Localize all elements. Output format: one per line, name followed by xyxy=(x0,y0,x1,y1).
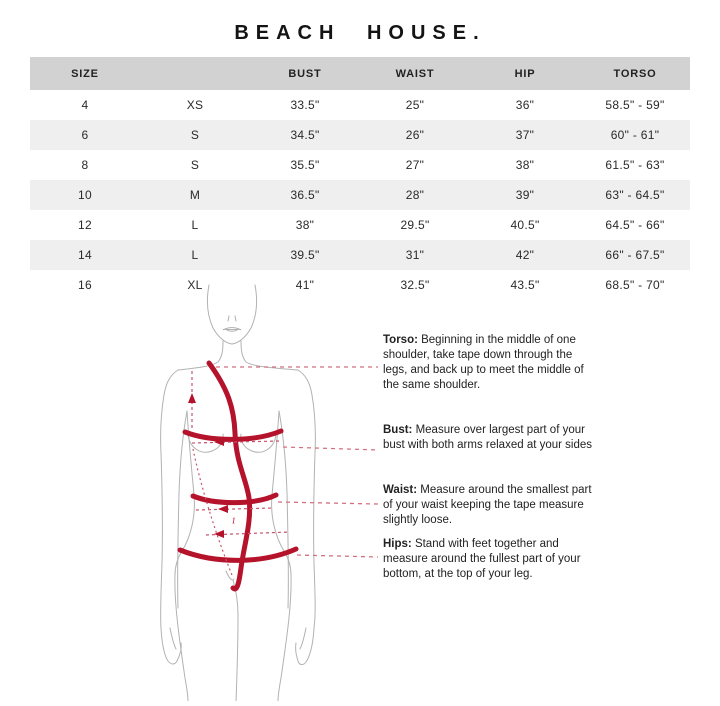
bust-note-label: Bust: xyxy=(383,424,413,436)
column-header-bust: BUST xyxy=(250,57,360,90)
table-cell: XL xyxy=(187,278,203,292)
hips-connector-line xyxy=(297,555,378,557)
brand-logo: BEACH HOUSE. xyxy=(234,22,486,44)
tape-mark: 1 xyxy=(230,515,237,526)
table-cell: 32.5" xyxy=(400,278,430,292)
table-cell: 35.5" xyxy=(290,158,320,172)
table-row xyxy=(30,180,690,210)
column-header-waist: WAIST xyxy=(360,57,470,90)
table-cell: 26" xyxy=(360,120,470,150)
torso-band xyxy=(209,363,250,589)
table-cell: 16 xyxy=(78,278,92,292)
table-cell: 27" xyxy=(405,158,425,172)
waist-connector-line xyxy=(278,502,378,504)
waist-note-text: Measure around the smallest part of your waist keeping the tape measure slightly loose. xyxy=(383,484,592,526)
torso-note-text: Beginning in the middle of one shoulder, take tape down through the legs, and back up to meet the middle of the same shoulder. xyxy=(383,334,584,391)
table-cell: L xyxy=(140,240,250,270)
table-cell: 31" xyxy=(360,240,470,270)
hips-note-label: Hips: xyxy=(383,538,412,550)
table-cell: 43.5" xyxy=(510,278,540,292)
table-cell: 38" xyxy=(295,218,315,232)
table-cell: L xyxy=(191,218,199,232)
table-cell: 36" xyxy=(515,98,535,112)
waist-note-label: Waist: xyxy=(383,484,418,496)
measurement-figure xyxy=(130,283,413,701)
up-arrow-icon xyxy=(188,393,196,403)
waist-arrow-icon xyxy=(218,505,228,513)
table-cell: 34.5" xyxy=(250,120,360,150)
hips-note xyxy=(383,537,597,582)
table-cell: M xyxy=(140,180,250,210)
table-cell: 4 xyxy=(81,98,89,112)
hip-band xyxy=(180,549,296,560)
table-cell: 10 xyxy=(30,180,140,210)
table-cell: 36.5" xyxy=(250,180,360,210)
table-cell: 37" xyxy=(470,120,580,150)
table-cell: 58.5" - 59" xyxy=(605,98,665,112)
table-cell: 63" - 64.5" xyxy=(580,180,690,210)
table-cell: 12 xyxy=(78,218,92,232)
table-cell: 41" xyxy=(295,278,315,292)
table-cell: 39.5" xyxy=(250,240,360,270)
size-chart-table xyxy=(30,57,690,300)
table-cell: 28" xyxy=(360,180,470,210)
torso-note xyxy=(383,333,597,393)
table-row xyxy=(30,120,690,150)
table-cell: 61.5" - 63" xyxy=(605,158,665,172)
column-header-letter-size xyxy=(140,57,250,90)
table-cell: 38" xyxy=(515,158,535,172)
table-cell: 40.5" xyxy=(510,218,540,232)
table-cell: 33.5" xyxy=(290,98,320,112)
table-cell: 29.5" xyxy=(400,218,430,232)
column-header-size: SIZE xyxy=(30,57,140,90)
column-header-hip: HIP xyxy=(470,57,580,90)
table-cell: 25" xyxy=(405,98,425,112)
table-cell: XS xyxy=(186,98,204,112)
table-row xyxy=(30,90,690,120)
table-cell: 14 xyxy=(30,240,140,270)
table-cell: 39" xyxy=(470,180,580,210)
bust-note xyxy=(383,423,597,453)
female-body-measurement-diagram-icon xyxy=(130,283,413,701)
table-cell: 66" - 67.5" xyxy=(580,240,690,270)
size-chart-header xyxy=(30,57,690,90)
table-cell: 64.5" - 66" xyxy=(605,218,665,232)
bust-note-text: Measure over largest part of your bust with both arms relaxed at your sides xyxy=(383,424,593,451)
table-cell: 8 xyxy=(81,158,89,172)
table-cell: 60" - 61" xyxy=(580,120,690,150)
hips-note-text: Stand with feet together and measure around the fullest part of your bottom, at the top of your leg. xyxy=(383,538,581,580)
column-header-torso: TORSO xyxy=(580,57,690,90)
table-row xyxy=(30,210,690,240)
waist-note xyxy=(383,483,597,528)
table-cell: S xyxy=(190,158,200,172)
table-cell: 42" xyxy=(470,240,580,270)
table-cell: S xyxy=(140,120,250,150)
table-cell: 68.5" - 70" xyxy=(605,278,665,292)
torso-note-label: Torso: xyxy=(383,334,418,346)
table-cell: 6 xyxy=(30,120,140,150)
table-row xyxy=(30,240,690,270)
table-row xyxy=(30,150,690,180)
bust-connector-line xyxy=(283,447,378,450)
